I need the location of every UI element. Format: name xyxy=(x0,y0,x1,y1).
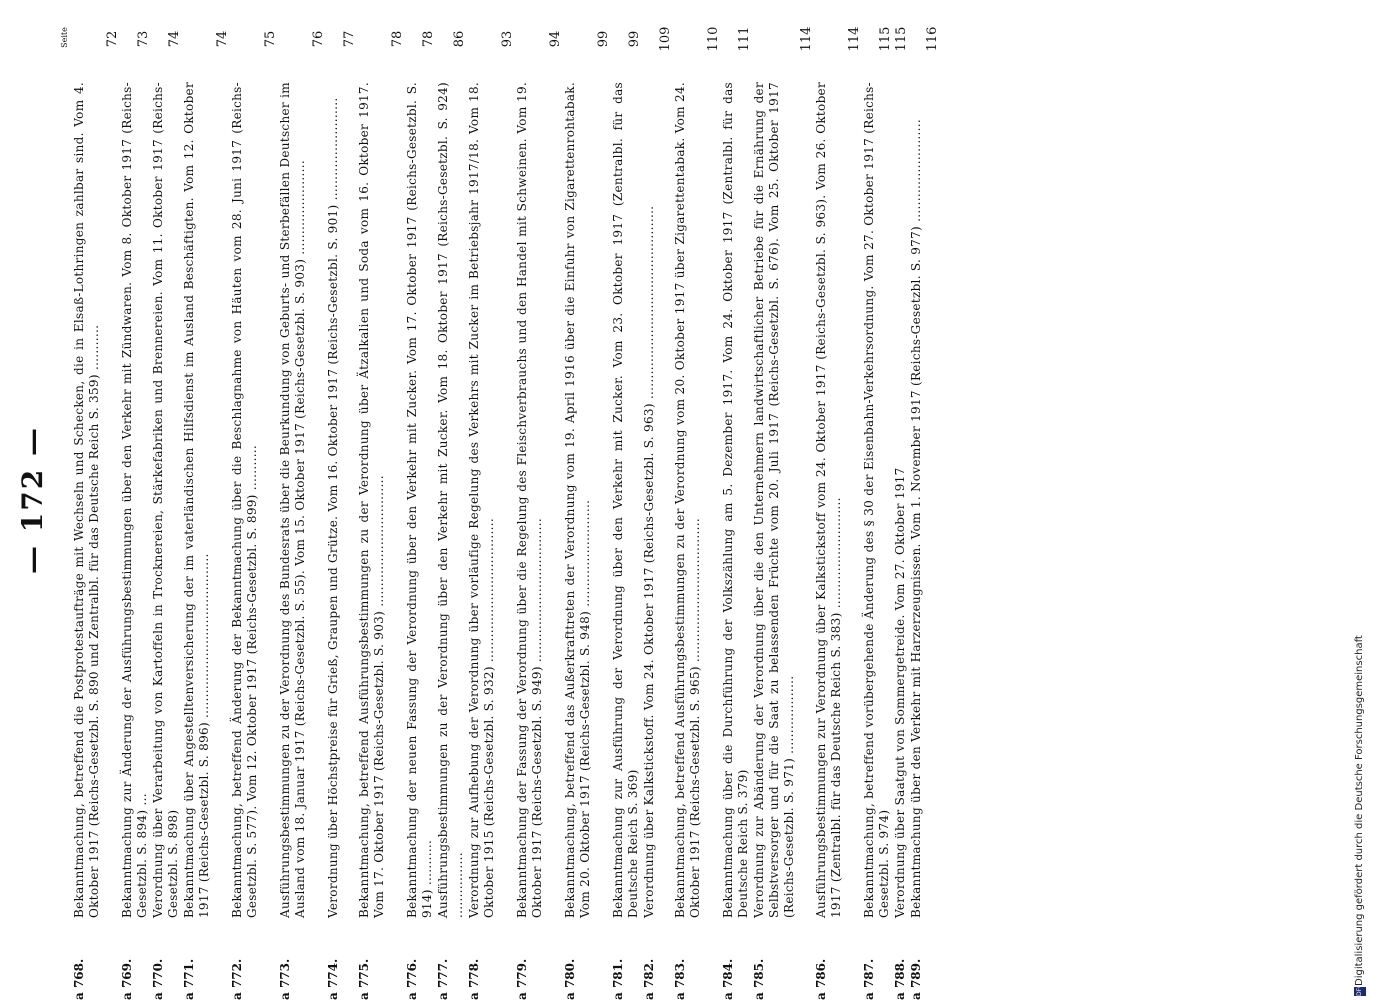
entry-page: 75 xyxy=(263,30,278,48)
entry-number: a 780. xyxy=(563,958,577,1000)
entry-text: Bekanntmachung, betreffend Ausführungsbestimmungen zu der Verordnung über Ätzalkalien und Soda vom 16. Oktober 1917. Vom 17. Oktober 1917 (Reichs-Gesetzbl. S. 903) ................................ xyxy=(357,82,386,918)
entry-list xyxy=(72,0,940,1000)
list-item xyxy=(120,0,151,1000)
list-item xyxy=(182,0,230,1000)
entry-number: a 772. xyxy=(230,958,244,1000)
entry-number: a 775. xyxy=(357,958,371,1000)
entry-number: a 789. xyxy=(909,958,923,1000)
list-item xyxy=(326,0,357,1000)
entry-page: 99 xyxy=(627,30,642,48)
list-item xyxy=(814,0,862,1000)
entry-number: a 776. xyxy=(405,958,419,1000)
entry-number: a 770. xyxy=(151,958,165,1000)
entry-text: Bekanntmachung über den Verkehr mit Harzerzeugnissen. Vom 1. November 1917 (Reichs-Gesetzbl. S. 977) ......................... xyxy=(909,118,923,918)
entry-page: 99 xyxy=(596,30,611,48)
entry-page: 78 xyxy=(421,30,436,48)
list-item xyxy=(230,0,278,1000)
entry-page: 116 xyxy=(925,26,940,52)
entry-number: a 773. xyxy=(278,958,292,1000)
entry-page: 111 xyxy=(737,26,752,52)
entry-number: a 778. xyxy=(467,958,481,1000)
entry-page: 74 xyxy=(167,30,182,48)
entry-page: 72 xyxy=(105,30,120,48)
entry-text: Bekanntmachung zur Änderung der Ausführungsbestimmungen über den Verkehr mit Zündwaren. Vom 8. Oktober 1917 (Reichs-Gesetzbl. S. 894) ... xyxy=(120,82,149,918)
list-item xyxy=(673,0,721,1000)
entry-page: 93 xyxy=(500,30,515,48)
entry-page: 115 xyxy=(878,26,893,52)
list-item xyxy=(909,0,940,1000)
list-item xyxy=(893,0,909,1000)
entry-number: a 769. xyxy=(120,958,134,1000)
funding-credit: Digitalisierung gefördert durch die Deutsche Forschungsgemeinschaft xyxy=(1354,635,1365,986)
entry-page: 109 xyxy=(658,26,673,52)
entry-page: 94 xyxy=(548,30,563,48)
entry-text: Verordnung über Verarbeitung von Kartoffeln in Trocknereien, Stärkefabriken und Brennereien. Vom 11. Oktober 1917 (Reichs-Gesetzbl. S. 898) xyxy=(151,82,180,918)
entry-text: Bekanntmachung über die Durchführung der Volkszählung am 5. Dezember 1917. Vom 24. Oktober 1917 (Zentralbl. für das Deutsche Reich S. 379) xyxy=(721,82,750,918)
entry-text: Verordnung zur Aufhebung der Verordnung über vorläufige Regelung des Verkehrs mit Zucker im Betriebsjahr 1917/18. Vom 18. Oktober 1915 (Reichs-Gesetzbl. S. 932) ................................... xyxy=(467,82,496,918)
entry-text: Ausführungsbestimmungen zu der Verordnung des Bundesrats über die Beurkundung von Geburts- und Sterbefällen Deutscher im Ausland vom 18. Januar 1917 (Reichs-Gesetzbl. S. 55). Vom 15. Oktober 1917 (Reichs-Gesetzbl. S. 903) ....................... xyxy=(278,82,307,918)
entry-number: a 782. xyxy=(642,958,656,1000)
entry-text: Bekanntmachung der Fassung der Verordnung über die Regelung des Fleischverbrauchs und den Handel mit Schweinen. Vom 19. Oktober 1917 (Reichs-Gesetzbl. S. 949) ................................... xyxy=(515,82,544,918)
entry-number: a 783. xyxy=(673,958,687,1000)
entry-page: 110 xyxy=(706,26,721,52)
entry-text: Verordnung über Saatgut von Sommergetreide. Vom 27. Oktober 1917 xyxy=(893,467,907,918)
entry-page: 73 xyxy=(136,30,151,48)
entry-page: 114 xyxy=(799,26,814,52)
entry-text: Bekanntmachung über Angestelltenversicherung der im vaterländischen Hilfsdienst im Ausland Beschäftigten. Vom 12. Oktober 1917 (Reichs-Gesetzbl. S. 896) ........................................ xyxy=(182,82,211,918)
entry-number: a 768. xyxy=(72,958,86,1000)
list-item xyxy=(405,0,436,1000)
list-item xyxy=(515,0,563,1000)
entry-text: Bekanntmachung der neuen Fassung der Verordnung über den Verkehr mit Zucker. Vom 17. Oktober 1917 (Reichs-Gesetzbl. S. 914) ........... xyxy=(405,82,434,918)
entry-page: 86 xyxy=(452,30,467,48)
entry-page: 78 xyxy=(390,30,405,48)
entry-text: Bekanntmachung, betreffend die Postprotestaufträge mit Wechseln und Schecken, die in Elsaß-Lothringen zahlbar sind. Vom 4. Oktober 1917 (Reichs-Gesetzbl. S. 890 und Zentralbl. für das Deutsche Reich S. 359) ........... xyxy=(72,82,101,918)
entry-number: a 785. xyxy=(752,958,766,1000)
entry-number: a 779. xyxy=(515,958,529,1000)
entry-text: Verordnung zur Abänderung der Verordnung über die den Unternehmern landwirtschaftlicher Betriebe für die Ernährung der Selbstversorger und für die Saat zu belassenden Früchte vom 20. Juli 1917 (Reichs-Gesetzbl. S. 676). Vom 25. Oktober 1917 (Reichs-Gesetzbl. S. 971) ................... xyxy=(752,82,796,918)
entry-text: Bekanntmachung, betreffend das Außerkrafttreten der Verordnung vom 19. April 1916 über die Einfuhr von Zigarettenrohtabak. Vom 20. Oktober 1917 (Reichs-Gesetzbl. S. 948) .......................... xyxy=(563,82,592,918)
list-item xyxy=(436,0,467,1000)
list-item xyxy=(467,0,515,1000)
seite-label: Seite xyxy=(60,27,69,48)
entry-number: a 771. xyxy=(182,958,196,1000)
entry-page: 76 xyxy=(311,30,326,48)
list-item xyxy=(642,0,673,1000)
digitization-footer xyxy=(1350,0,1378,1000)
entry-number: a 777. xyxy=(436,958,450,1000)
entry-text: Bekanntmachung, betreffend Änderung der Bekanntmachung über die Beschlagnahme von Häuten vom 28. Juni 1917 (Reichs-Gesetzbl. S. 577). Vom 12. Oktober 1917 (Reichs-Gesetzbl. S. 899) ........... xyxy=(230,82,259,918)
entry-text: Bekanntmachung zur Ausführung der Verordnung über den Verkehr mit Zucker. Vom 23. Oktober 1917 (Zentralbl. für das Deutsche Reich S. 369) xyxy=(611,82,640,918)
entry-number: a 788. xyxy=(893,958,907,1000)
list-item xyxy=(563,0,611,1000)
list-item xyxy=(151,0,182,1000)
entry-text: Ausführungsbestimmungen zu der Verordnung über den Verkehr mit Zucker. Vom 18. Oktober 1917 (Reichs-Gesetzbl. S. 924) ................ xyxy=(436,82,465,918)
entry-number: a 787. xyxy=(862,958,876,1000)
page-number: — 172 — xyxy=(16,426,49,574)
entry-page: 115 xyxy=(894,26,909,52)
list-item xyxy=(752,0,814,1000)
entry-text: Ausführungsbestimmungen zur Verordnung über Kalkstickstoff vom 24. Oktober 1917 (Reichs-Gesetzbl. S. 963). Vom 26. Oktober 1917 (Zentralbl. für das Deutsche Reich S. 383) ........................... xyxy=(814,82,843,918)
entry-number: a 786. xyxy=(814,958,828,1000)
list-item xyxy=(721,0,752,1000)
entry-number: a 774. xyxy=(326,958,340,1000)
list-item xyxy=(278,0,326,1000)
entry-page: 77 xyxy=(342,30,357,48)
entry-page: 114 xyxy=(847,26,862,52)
entry-text: Bekanntmachung, betreffend vorübergehende Änderung des § 30 der Eisenbahn-Verkehrsordnung. Vom 27. Oktober 1917 (Reichs-Gesetzbl. S. 974) xyxy=(862,82,891,918)
dfg-logo: DFG xyxy=(1354,987,1366,996)
entry-text: Bekanntmachung, betreffend Ausführungsbestimmungen zu der Verordnung vom 20. Oktober 1917 über Zigarettentabak. Vom 24. Oktober 1917 (Reichs-Gesetzbl. S. 965) ................................... xyxy=(673,82,702,918)
list-item xyxy=(611,0,642,1000)
list-item xyxy=(862,0,893,1000)
entry-number: a 784. xyxy=(721,958,735,1000)
entry-page: 74 xyxy=(215,30,230,48)
entry-text: Verordnung über Kalkstickstoff. Vom 24. Oktober 1917 (Reichs-Gesetzbl. S. 963) ............................................... xyxy=(642,205,656,918)
entry-number: a 781. xyxy=(611,958,625,1000)
list-item xyxy=(357,0,405,1000)
list-item xyxy=(72,0,120,1000)
entry-text: Verordnung über Höchstpreise für Grieß, Graupen und Grütze. Vom 16. Oktober 1917 (Reichs-Gesetzbl. S. 901) ......................... xyxy=(326,97,340,918)
